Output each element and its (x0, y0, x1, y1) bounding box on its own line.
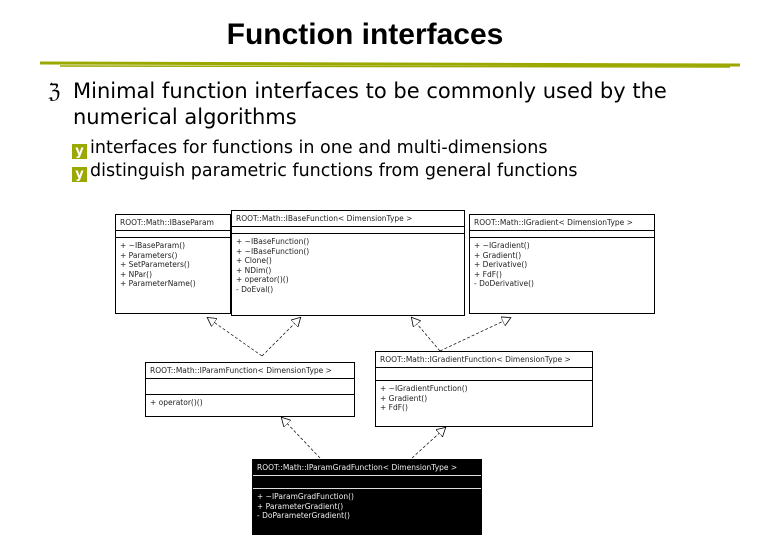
class-igradientfunction (375, 351, 593, 427)
attributes-section (470, 231, 654, 238)
attributes-section (376, 368, 592, 381)
operations-list (116, 238, 230, 292)
class-ibasefunction (231, 210, 465, 316)
class-iparamgradfunction (252, 459, 482, 535)
class-name: ROOT::Math::IBaseFunction< DimensionType > (232, 211, 464, 227)
operation: + ParameterGradient() (257, 501, 344, 511)
class-name: ROOT::Math::IBaseParam (116, 215, 230, 231)
slide-title: Function interfaces (226, 18, 504, 51)
operation: + ~IBaseParam() (120, 241, 186, 250)
operation: + ~IGradientFunction() (380, 384, 468, 393)
class-iparamfunction (145, 362, 355, 417)
operations-list (470, 238, 654, 292)
attributes-section (146, 379, 354, 395)
attributes-section (232, 227, 464, 234)
operation: - DoDerivative() (474, 279, 534, 288)
operation: + Derivative() (474, 260, 528, 269)
arrow-iparam-to-ibasefunction (262, 318, 300, 356)
z-bullet-icon: ℨ (48, 79, 61, 103)
arrow-iparamgrad-to-igradfunc (412, 428, 445, 458)
operation: - DoParameterGradient() (257, 511, 350, 520)
operation: + operator()() (236, 275, 289, 284)
arrow-igradfunc-to-igradient (440, 318, 510, 351)
attributes-section (253, 476, 481, 489)
operation: + FdF() (474, 269, 502, 279)
operation: + Gradient() (474, 250, 522, 260)
operation: + ParameterName() (120, 279, 196, 288)
class-name: ROOT::Math::IParamFunction< DimensionType > (146, 363, 354, 379)
class-name: ROOT::Math::IGradientFunction< DimensionType > (376, 352, 592, 368)
sub-bullet-text: distinguish parametric functions from general functions (90, 161, 578, 181)
arrow-igradfunc-to-ibasefunction (412, 318, 440, 351)
operation: + operator()() (150, 398, 203, 407)
sub-bullet-text: interfaces for functions in one and multi-dimensions (90, 138, 548, 158)
operation: - DoEval() (236, 284, 274, 294)
operation: + NDim() (236, 265, 272, 275)
class-ibaseparam (115, 214, 231, 314)
operation: + Gradient() (380, 393, 428, 403)
class-igradient (469, 214, 655, 314)
operation: + ~IBaseFunction() (236, 237, 310, 246)
y-bullet-icon: y (72, 167, 87, 182)
operations-list (232, 234, 464, 297)
main-bullet-text: Minimal function interfaces to be commonly used by the numerical algorithms (73, 79, 667, 129)
class-name: ROOT::Math::IParamGradFunction< DimensionType > (253, 460, 481, 476)
operations-list (253, 489, 481, 524)
arrow-iparamgrad-to-iparam (282, 418, 320, 458)
operations-list (146, 395, 354, 411)
operation: + Parameters() (120, 250, 178, 260)
operation: + ~IBaseFunction() (236, 246, 310, 256)
arrow-iparam-to-ibaseparam (208, 318, 262, 356)
operation: + ~IParamGradFunction() (257, 492, 354, 501)
operations-list (376, 381, 592, 416)
operation: + NPar() (120, 269, 152, 279)
attributes-section (116, 231, 230, 238)
operation: + Clone() (236, 256, 272, 265)
class-name: ROOT::Math::IGradient< DimensionType > (470, 215, 654, 231)
y-bullet-icon: y (72, 144, 87, 159)
operation: + FdF() (380, 403, 408, 412)
operation: + ~IGradient() (474, 241, 530, 250)
operation: + SetParameters() (120, 260, 190, 269)
